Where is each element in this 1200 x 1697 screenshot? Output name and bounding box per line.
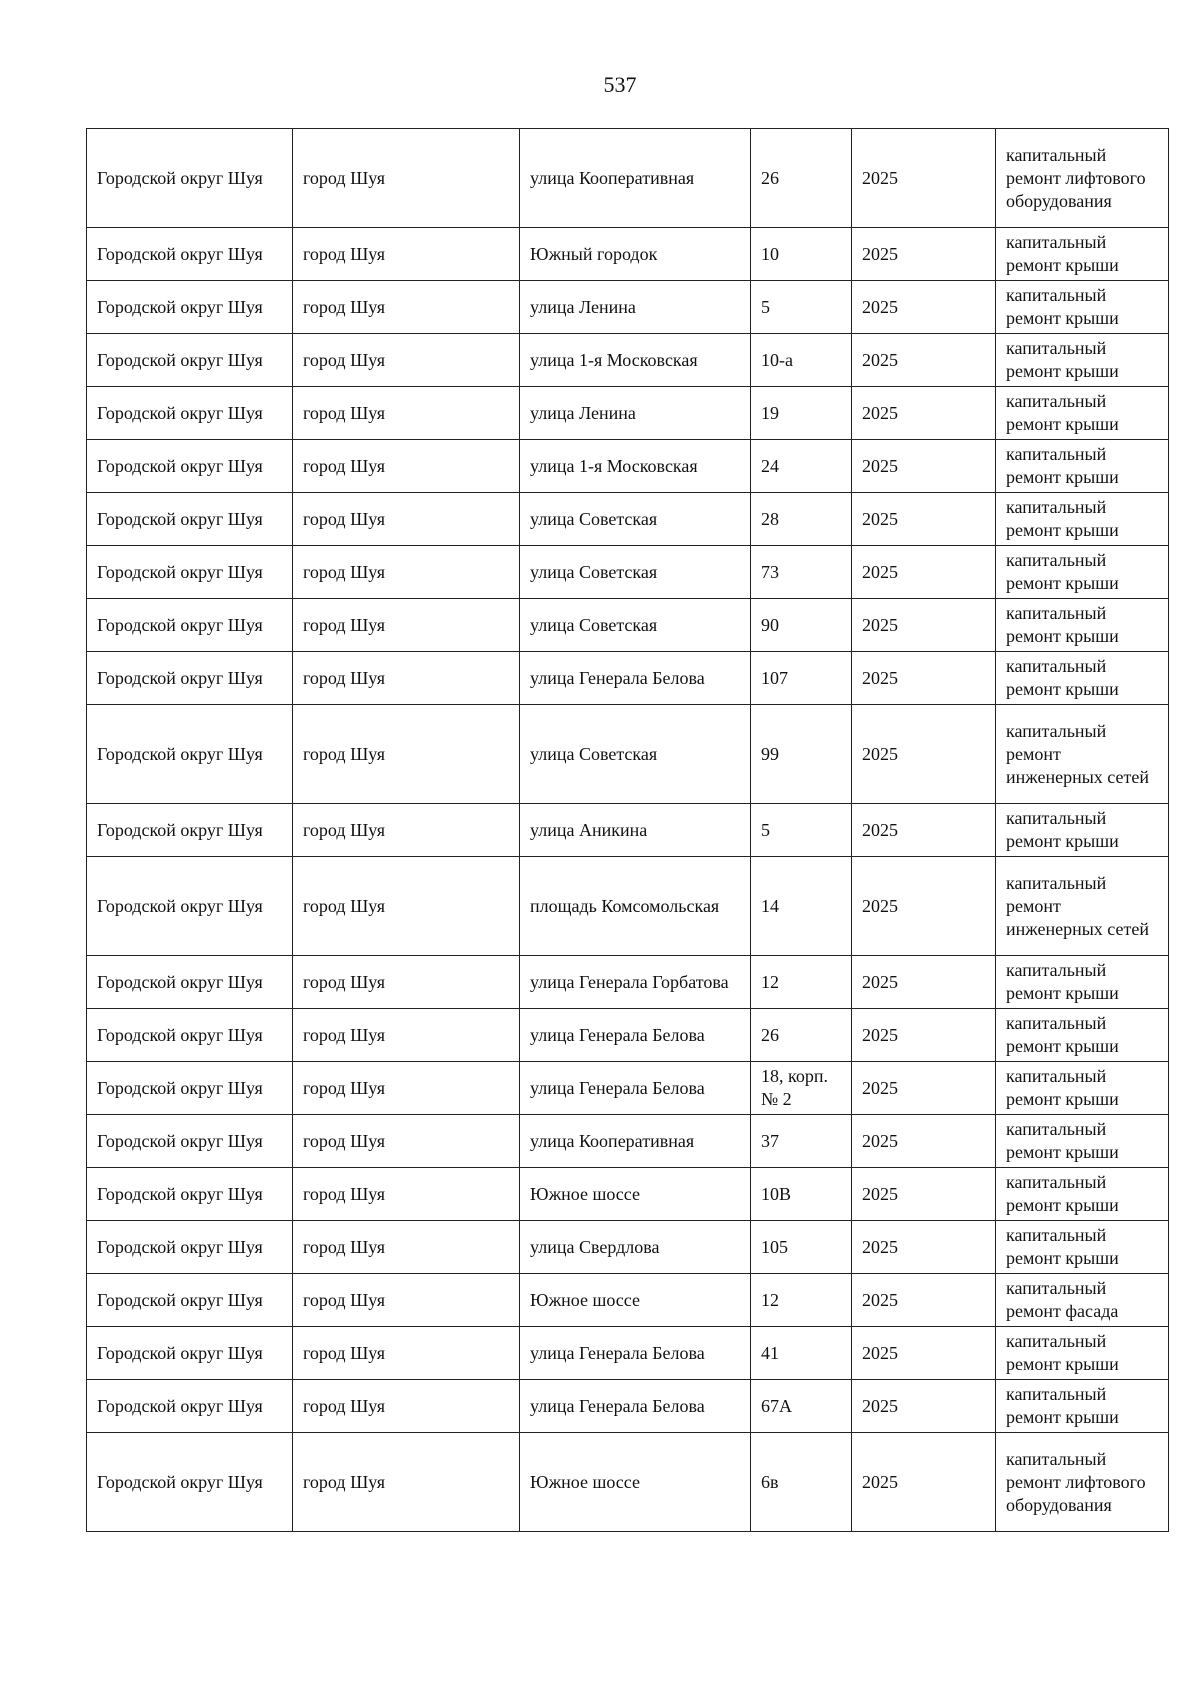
table-row	[87, 493, 1169, 546]
municipality-cell: Городской округ Шуя	[87, 1062, 293, 1115]
house-cell: 10В	[751, 1168, 852, 1221]
year-cell: 2025	[852, 1168, 996, 1221]
work-type-cell: капитальный ремонт инженерных сетей	[996, 705, 1169, 804]
street-cell: Южное шоссе	[520, 1168, 751, 1221]
house-cell: 37	[751, 1115, 852, 1168]
work-type-cell: капитальный ремонт крыши	[996, 599, 1169, 652]
year-cell: 2025	[852, 1221, 996, 1274]
locality-cell: город Шуя	[293, 1221, 520, 1274]
work-type-cell: капитальный ремонт крыши	[996, 228, 1169, 281]
year-cell: 2025	[852, 440, 996, 493]
street-cell: Южное шоссе	[520, 1274, 751, 1327]
house-cell: 26	[751, 1009, 852, 1062]
table-row	[87, 1115, 1169, 1168]
house-cell: 73	[751, 546, 852, 599]
table-row	[87, 546, 1169, 599]
locality-cell: город Шуя	[293, 281, 520, 334]
work-type-cell: капитальный ремонт инженерных сетей	[996, 857, 1169, 956]
table-row	[87, 857, 1169, 956]
house-cell: 105	[751, 1221, 852, 1274]
house-cell: 14	[751, 857, 852, 956]
locality-cell: город Шуя	[293, 334, 520, 387]
work-type-cell: капитальный ремонт крыши	[996, 546, 1169, 599]
street-cell: улица Генерала Белова	[520, 652, 751, 705]
street-cell: улица Советская	[520, 546, 751, 599]
table-row	[87, 705, 1169, 804]
table-row	[87, 1380, 1169, 1433]
work-type-cell: капитальный ремонт крыши	[996, 1221, 1169, 1274]
street-cell: улица Генерала Белова	[520, 1009, 751, 1062]
table-row	[87, 387, 1169, 440]
table-row	[87, 281, 1169, 334]
table-row	[87, 1062, 1169, 1115]
year-cell: 2025	[852, 493, 996, 546]
municipality-cell: Городской округ Шуя	[87, 440, 293, 493]
house-cell: 24	[751, 440, 852, 493]
locality-cell: город Шуя	[293, 228, 520, 281]
locality-cell: город Шуя	[293, 1009, 520, 1062]
work-type-cell: капитальный ремонт крыши	[996, 387, 1169, 440]
street-cell: улица 1-я Московская	[520, 440, 751, 493]
table-row	[87, 956, 1169, 1009]
locality-cell: город Шуя	[293, 599, 520, 652]
locality-cell: город Шуя	[293, 652, 520, 705]
street-cell: улица Советская	[520, 493, 751, 546]
locality-cell: город Шуя	[293, 440, 520, 493]
work-type-cell: капитальный ремонт крыши	[996, 493, 1169, 546]
table-row	[87, 1433, 1169, 1532]
house-cell: 5	[751, 281, 852, 334]
locality-cell: город Шуя	[293, 1274, 520, 1327]
house-cell: 41	[751, 1327, 852, 1380]
year-cell: 2025	[852, 956, 996, 1009]
municipality-cell: Городской округ Шуя	[87, 804, 293, 857]
locality-cell: город Шуя	[293, 857, 520, 956]
municipality-cell: Городской округ Шуя	[87, 1221, 293, 1274]
locality-cell: город Шуя	[293, 1433, 520, 1532]
municipality-cell: Городской округ Шуя	[87, 1274, 293, 1327]
locality-cell: город Шуя	[293, 1327, 520, 1380]
year-cell: 2025	[852, 705, 996, 804]
municipality-cell: Городской округ Шуя	[87, 493, 293, 546]
locality-cell: город Шуя	[293, 546, 520, 599]
municipality-cell: Городской округ Шуя	[87, 387, 293, 440]
work-type-cell: капитальный ремонт лифтового оборудования	[996, 129, 1169, 228]
house-cell: 26	[751, 129, 852, 228]
work-type-cell: капитальный ремонт крыши	[996, 652, 1169, 705]
municipality-cell: Городской округ Шуя	[87, 857, 293, 956]
year-cell: 2025	[852, 1327, 996, 1380]
street-cell: площадь Комсомольская	[520, 857, 751, 956]
year-cell: 2025	[852, 1115, 996, 1168]
house-cell: 90	[751, 599, 852, 652]
table-row	[87, 228, 1169, 281]
work-type-cell: капитальный ремонт крыши	[996, 1062, 1169, 1115]
municipality-cell: Городской округ Шуя	[87, 705, 293, 804]
table-row	[87, 440, 1169, 493]
house-cell: 99	[751, 705, 852, 804]
municipality-cell: Городской округ Шуя	[87, 1009, 293, 1062]
year-cell: 2025	[852, 1380, 996, 1433]
municipality-cell: Городской округ Шуя	[87, 1327, 293, 1380]
page-number: 537	[603, 72, 637, 97]
work-type-cell: капитальный ремонт крыши	[996, 1327, 1169, 1380]
house-cell: 67А	[751, 1380, 852, 1433]
work-type-cell: капитальный ремонт крыши	[996, 1115, 1169, 1168]
locality-cell: город Шуя	[293, 705, 520, 804]
municipality-cell: Городской округ Шуя	[87, 228, 293, 281]
house-cell: 6в	[751, 1433, 852, 1532]
locality-cell: город Шуя	[293, 493, 520, 546]
house-cell: 10-а	[751, 334, 852, 387]
repair-table-container	[86, 128, 1168, 1532]
repair-table	[86, 128, 1169, 1532]
municipality-cell: Городской округ Шуя	[87, 334, 293, 387]
house-cell: 5	[751, 804, 852, 857]
year-cell: 2025	[852, 281, 996, 334]
street-cell: улица Генерала Белова	[520, 1327, 751, 1380]
year-cell: 2025	[852, 228, 996, 281]
street-cell: улица Свердлова	[520, 1221, 751, 1274]
house-cell: 28	[751, 493, 852, 546]
work-type-cell: капитальный ремонт крыши	[996, 334, 1169, 387]
municipality-cell: Городской округ Шуя	[87, 129, 293, 228]
year-cell: 2025	[852, 1274, 996, 1327]
street-cell: улица Ленина	[520, 281, 751, 334]
year-cell: 2025	[852, 1062, 996, 1115]
table-row	[87, 652, 1169, 705]
work-type-cell: капитальный ремонт крыши	[996, 956, 1169, 1009]
work-type-cell: капитальный ремонт фасада	[996, 1274, 1169, 1327]
street-cell: улица Советская	[520, 705, 751, 804]
table-row	[87, 1168, 1169, 1221]
year-cell: 2025	[852, 129, 996, 228]
year-cell: 2025	[852, 387, 996, 440]
street-cell: Южное шоссе	[520, 1433, 751, 1532]
house-cell: 12	[751, 1274, 852, 1327]
work-type-cell: капитальный ремонт крыши	[996, 281, 1169, 334]
house-cell: 18, корп. № 2	[751, 1062, 852, 1115]
street-cell: улица Генерала Горбатова	[520, 956, 751, 1009]
locality-cell: город Шуя	[293, 956, 520, 1009]
street-cell: улица Кооперативная	[520, 1115, 751, 1168]
street-cell: улица Аникина	[520, 804, 751, 857]
work-type-cell: капитальный ремонт лифтового оборудования	[996, 1433, 1169, 1532]
street-cell: улица Генерала Белова	[520, 1380, 751, 1433]
municipality-cell: Городской округ Шуя	[87, 956, 293, 1009]
locality-cell: город Шуя	[293, 804, 520, 857]
year-cell: 2025	[852, 599, 996, 652]
municipality-cell: Городской округ Шуя	[87, 599, 293, 652]
year-cell: 2025	[852, 652, 996, 705]
table-body	[87, 129, 1169, 1532]
street-cell: улица Советская	[520, 599, 751, 652]
table-row	[87, 1221, 1169, 1274]
year-cell: 2025	[852, 546, 996, 599]
table-row	[87, 804, 1169, 857]
table-row	[87, 1274, 1169, 1327]
municipality-cell: Городской округ Шуя	[87, 546, 293, 599]
work-type-cell: капитальный ремонт крыши	[996, 804, 1169, 857]
street-cell: улица Кооперативная	[520, 129, 751, 228]
street-cell: Южный городок	[520, 228, 751, 281]
work-type-cell: капитальный ремонт крыши	[996, 1168, 1169, 1221]
year-cell: 2025	[852, 857, 996, 956]
table-row	[87, 599, 1169, 652]
year-cell: 2025	[852, 804, 996, 857]
municipality-cell: Городской округ Шуя	[87, 1380, 293, 1433]
municipality-cell: Городской округ Шуя	[87, 1433, 293, 1532]
work-type-cell: капитальный ремонт крыши	[996, 440, 1169, 493]
locality-cell: город Шуя	[293, 129, 520, 228]
locality-cell: город Шуя	[293, 1115, 520, 1168]
table-row	[87, 129, 1169, 228]
house-cell: 10	[751, 228, 852, 281]
year-cell: 2025	[852, 1433, 996, 1532]
table-row	[87, 334, 1169, 387]
year-cell: 2025	[852, 334, 996, 387]
municipality-cell: Городской округ Шуя	[87, 281, 293, 334]
year-cell: 2025	[852, 1009, 996, 1062]
municipality-cell: Городской округ Шуя	[87, 1115, 293, 1168]
house-cell: 107	[751, 652, 852, 705]
locality-cell: город Шуя	[293, 1062, 520, 1115]
table-row	[87, 1009, 1169, 1062]
locality-cell: город Шуя	[293, 387, 520, 440]
street-cell: улица Ленина	[520, 387, 751, 440]
house-cell: 12	[751, 956, 852, 1009]
locality-cell: город Шуя	[293, 1168, 520, 1221]
street-cell: улица 1-я Московская	[520, 334, 751, 387]
municipality-cell: Городской округ Шуя	[87, 652, 293, 705]
municipality-cell: Городской округ Шуя	[87, 1168, 293, 1221]
work-type-cell: капитальный ремонт крыши	[996, 1009, 1169, 1062]
house-cell: 19	[751, 387, 852, 440]
table-row	[87, 1327, 1169, 1380]
work-type-cell: капитальный ремонт крыши	[996, 1380, 1169, 1433]
locality-cell: город Шуя	[293, 1380, 520, 1433]
street-cell: улица Генерала Белова	[520, 1062, 751, 1115]
